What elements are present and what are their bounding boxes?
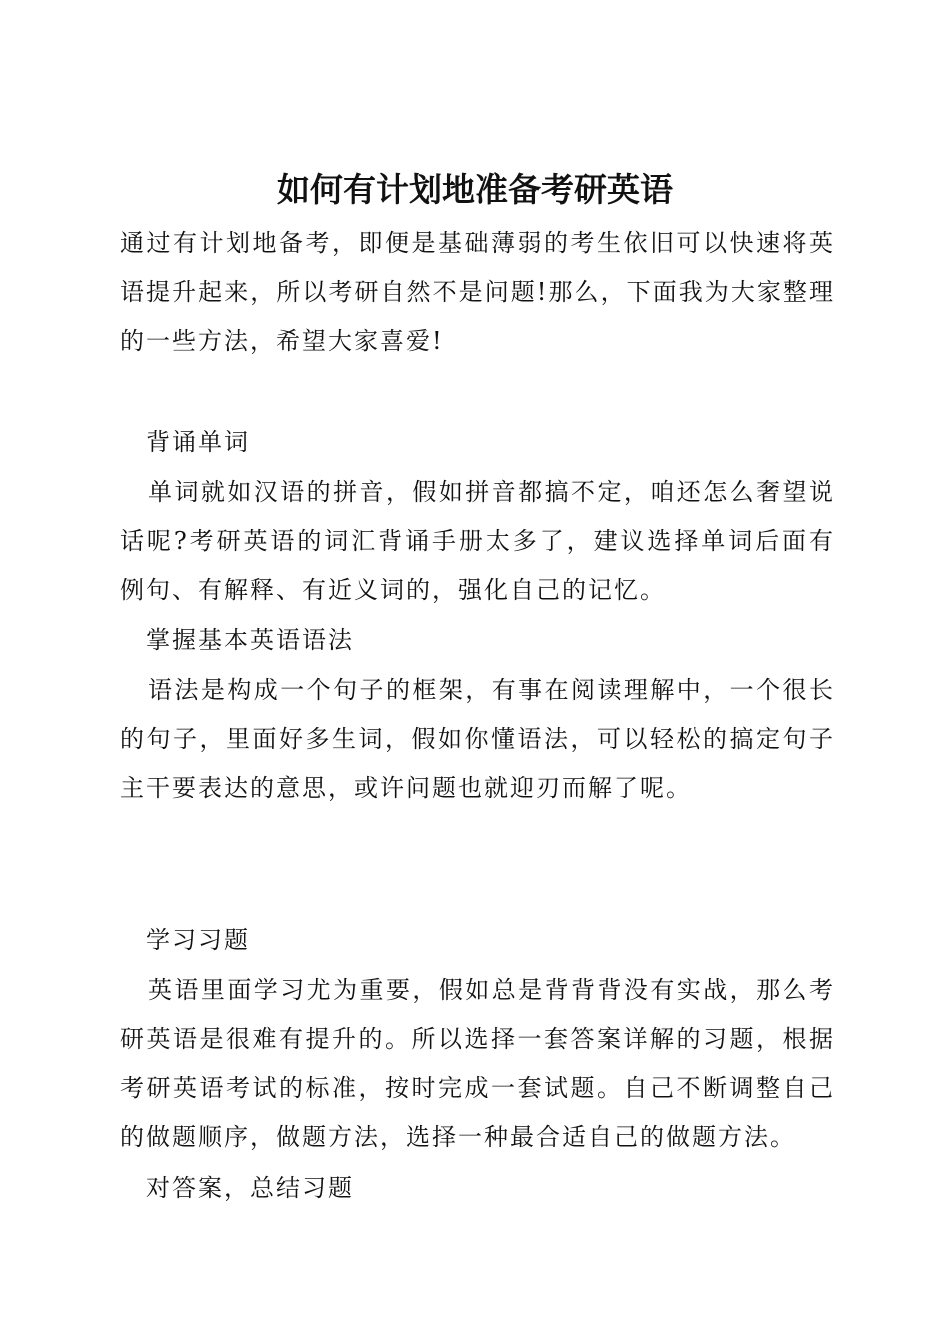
section-body-exercises: 英语里面学习尤为重要，假如总是背背背没有实战，那么考研英语是很难有提升的。所以选择一套答案详解的习题，根据考研英语考试的标准，按时完成一套试题。自己不断调整自己的做题顺序，做题方法，选择一种最合适自己的做题方法。 (120, 976, 835, 1151)
section-heading-grammar: 掌握基本英语语法 (146, 626, 354, 654)
section-body-vocabulary: 单词就如汉语的拼音，假如拼音都搞不定，咱还怎么奢望说话呢?考研英语的词汇背诵手册太多了，建议选择单词后面有例句、有解释、有近义词的，强化自己的记忆。 (120, 478, 835, 604)
section-heading-exercises: 学习习题 (146, 926, 250, 954)
section-heading-review: 对答案，总结习题 (146, 1174, 354, 1202)
document-title: 如何有计划地准备考研英语 (277, 170, 673, 210)
intro-paragraph: 通过有计划地备考，即便是基础薄弱的考生依旧可以快速将英语提升起来，所以考研自然不是问题!那么，下面我为大家整理的一些方法，希望大家喜爱! (120, 229, 835, 355)
section-heading-vocabulary: 背诵单词 (146, 428, 250, 456)
section-body-grammar: 语法是构成一个句子的框架，有事在阅读理解中，一个很长的句子，里面好多生词，假如你懂语法，可以轻松的搞定句子主干要表达的意思，或许问题也就迎刃而解了呢。 (120, 676, 835, 802)
